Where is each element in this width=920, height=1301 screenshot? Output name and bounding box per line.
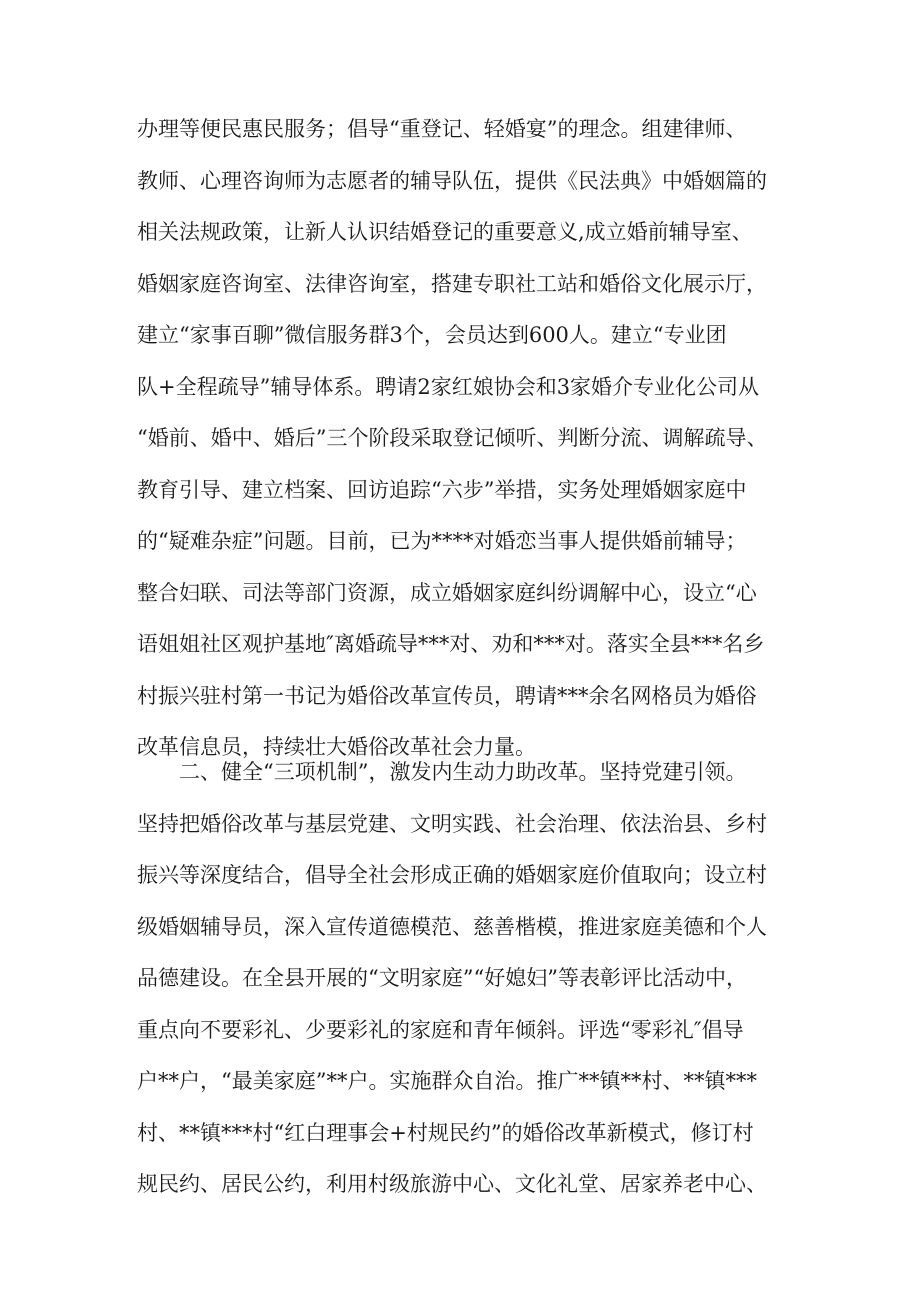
text-line: 相关法规政策，让新人认识结婚登记的重要意义,成立婚前辅导室、 [137,220,753,244]
text-line: 整合妇联、司法等部门资源，成立婚姻家庭纠纷调解中心，设立“心 [137,580,757,605]
text-line: 建立“家事百聊”微信服务群3个，会员达到600人。建立“专业团 [137,323,727,347]
paragraph-continuation [137,109,797,779]
text-line: 教育引导、建立档案、回访追踪“六步”举措，实务处理婚姻家庭中 [137,477,747,502]
text-line: 振兴等深度结合，倡导全社会形成正确的婚姻家庭价值取向；设立村 [137,863,767,887]
text-line: 村、**镇***村“红白理事会+村规民约”的婚俗改革新模式，修订村 [137,1120,754,1145]
text-line: 改革信息员，持续壮大婚俗改革社会力量。 [137,735,536,759]
text-line: 婚姻家庭咨询室、法律咨询室，搭建专职社工站和婚俗文化展示厅， [137,271,767,296]
text-line: 的“疑难杂症”问题。目前，已为****对婚恋当事人提供婚前辅导； [137,529,747,553]
text-line: 重点向不要彩礼、少要彩礼的家庭和青年倾斜。评选“零彩礼″倡导 [137,1017,744,1042]
paragraph-section-two [137,752,797,1216]
text-line: 队+全程疏导”辅导体系。聘请2家红娘协会和3家婚介专业化公司从 [137,374,760,399]
text-line: 规民约、居民公约，利用村级旅游中心、文化礼堂、居家养老中心、 [137,1172,767,1196]
text-line: 语姐姐社区观护基地″离婚疏导***对、劝和***对。落实全县***名乡 [137,632,765,656]
text-line: 户**户，“最美家庭”**户。实施群众自治。推广**镇**村、**镇*** [137,1069,757,1093]
text-line: 村振兴驻村第一书记为婚俗改革宣传员，聘请***余名网格员为婚俗 [137,683,757,708]
text-line: “婚前、婚中、婚后”三个阶段采取登记倾听、判断分流、调解疏导、 [137,426,768,450]
text-line: 级婚姻辅导员，深入宣传道德模范、慈善楷模，推进家庭美德和个人 [137,914,767,939]
text-line: 坚持把婚俗改革与基层党建、文明实践、社会治理、依法治县、乡村 [137,811,767,836]
text-line: 办理等便民惠民服务；倡导“重登记、轻婚宴”的理念。组建律师、 [137,117,747,141]
text-line: 品德建设。在全县开展的“文明家庭”“好媳妇”等表彰评比活动中， [137,966,747,990]
section-heading-line: 二、健全“三项机制”，激发内生动力助改革。坚持党建引领。 [179,760,747,784]
text-line: 教师、心理咨询师为志愿者的辅导队伍，提供《民法典》中婚姻篇的 [137,168,767,193]
